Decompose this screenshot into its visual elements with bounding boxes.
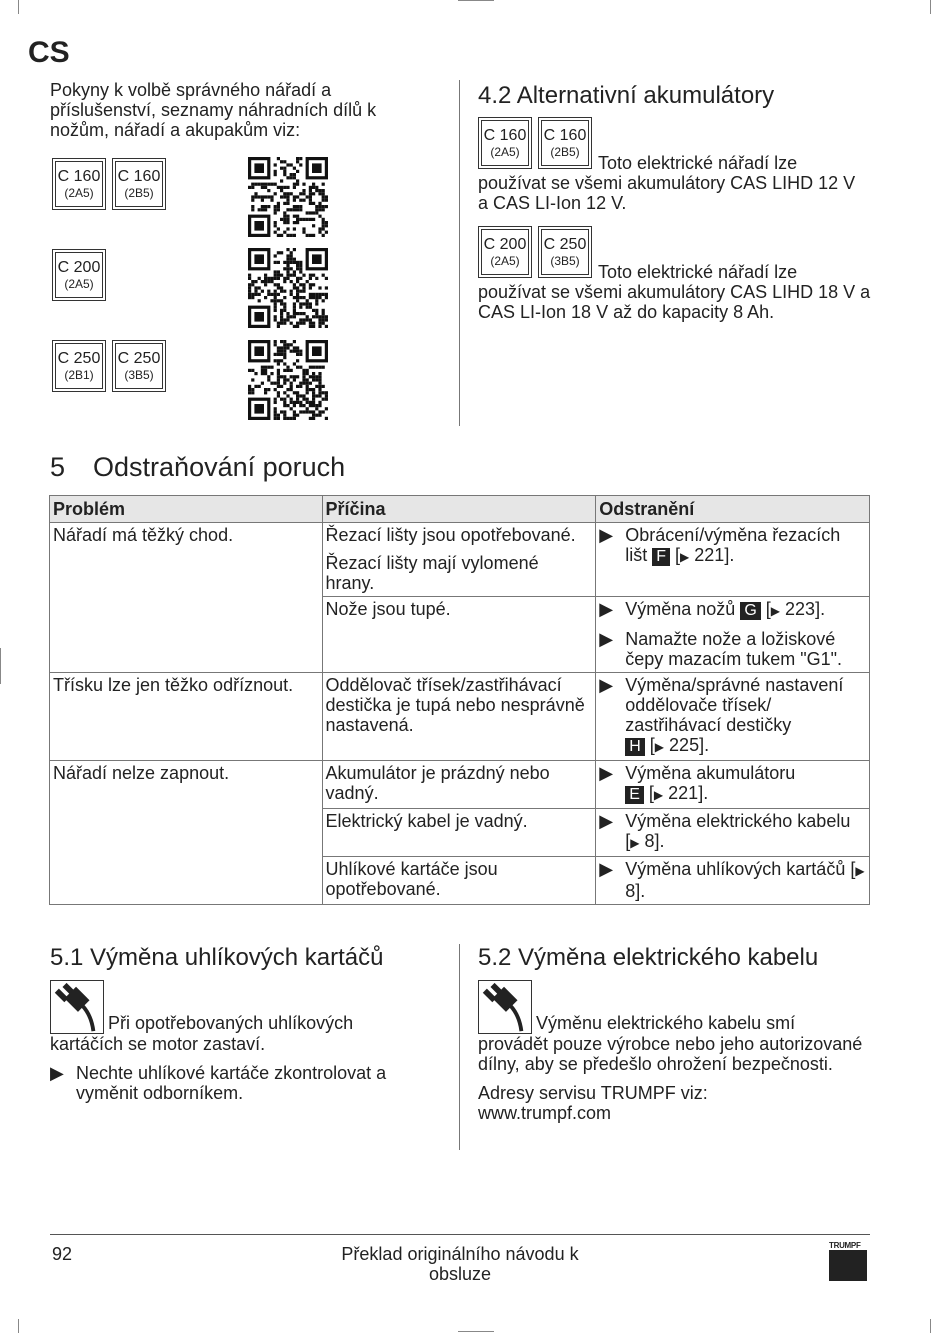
- section-heading-5-1: 5.1 Výměna uhlíkových kartáčů: [50, 944, 384, 971]
- step-arrow-icon: ▶: [599, 675, 614, 695]
- model-badge: C 160 (2A5): [478, 117, 532, 169]
- page-number: 92: [52, 1244, 73, 1264]
- table-header-row: [50, 496, 870, 523]
- column-divider: [459, 944, 460, 1150]
- footer-title: Překlad originálního návodu k obsluze: [341, 1244, 579, 1284]
- table-row: [50, 523, 870, 597]
- step-arrow-icon: ▶: [599, 599, 614, 619]
- page-ref-icon: ▶: [654, 740, 665, 754]
- figure-key: E: [625, 786, 644, 804]
- model-badge: C 160 (2A5): [52, 158, 106, 210]
- section-heading-5: 5 Odstraňování poruch: [50, 452, 346, 482]
- figure-key: H: [625, 738, 645, 756]
- column-header: Odstranění: [596, 496, 870, 523]
- remedy-cell: ▶ Obrácení/výměna řezacích lišt F [▶ 221].: [596, 523, 870, 597]
- model-badge: C 160 (2B5): [112, 158, 166, 210]
- alt-group-2: [478, 226, 873, 322]
- qr-code[interactable]: [248, 157, 328, 237]
- cause-cell: Nože jsou tupé.: [322, 597, 596, 673]
- problem-cell: Nářadí nelze zapnout.: [50, 761, 323, 905]
- model-badge: C 250 (3B5): [112, 340, 166, 392]
- intro-text: Pokyny k volbě správného nářadí a příslušenství, seznamy náhradních dílů k nožům, nářadí a akupakům viz:: [50, 80, 377, 140]
- crop-mark: [930, 1319, 931, 1333]
- step-arrow-icon: ▶: [599, 763, 614, 783]
- model-badge: C 250 (2B1): [52, 340, 106, 392]
- page-ref-icon: ▶: [680, 550, 690, 564]
- step-arrow-icon: ▶: [599, 525, 614, 545]
- step-arrow-icon: ▶: [599, 811, 614, 831]
- model-badge: C 200 (2A5): [52, 249, 106, 301]
- table-row: [50, 673, 870, 761]
- section-5-1-body: Při opotřebovaných uhlíkových kartáčích se motor zastaví. ▶ Nechte uhlíkové kartáče zkontrolovat a vyměnit odborníkem.: [50, 980, 440, 1103]
- step-arrow-icon: ▶: [599, 859, 614, 879]
- problem-cell: Nářadí má těžký chod.: [50, 523, 323, 673]
- remedy-cell: ▶ Výměna nožů G [▶ 223]. ▶ Namažte nože a ložiskové čepy mazacím tukem "G1".: [596, 597, 870, 673]
- plug-icon: [478, 980, 532, 1034]
- crop-mark: [458, 1331, 494, 1332]
- cause-cell: Řezací lišty jsou opotřebované. Řezací lišty mají vylomené hrany.: [322, 523, 596, 597]
- crop-mark: [18, 0, 19, 14]
- crop-mark: [930, 0, 931, 14]
- model-row-1: [52, 158, 172, 210]
- model-badge: C 160 (2B5): [538, 117, 592, 169]
- cause-cell: Elektrický kabel je vadný.: [322, 809, 596, 857]
- cause-cell: Uhlíkové kartáče jsou opotřebované.: [322, 857, 596, 905]
- alt-text: Toto elektrické nářadí lze: [598, 153, 798, 173]
- crop-mark: [458, 0, 494, 1]
- page-ref-icon: ▶: [653, 788, 664, 802]
- section-5-2-body: Výměnu elektrického kabelu smí provádět pouze výrobce nebo jeho autorizované dílny, aby se předešlo ohrožení bezpečnosti. Adresy servisu TRUMPF viz: www.trumpf.com: [478, 980, 870, 1123]
- page-ref-icon: ▶: [855, 864, 865, 878]
- troubleshooting-table: [49, 495, 870, 905]
- alt-group-1: [478, 117, 868, 213]
- plug-icon: [50, 980, 104, 1034]
- crop-mark: [18, 1319, 19, 1333]
- model-badge: C 200 (2A5): [478, 226, 532, 278]
- alt-text: používat se všemi akumulátory CAS LIHD 12 V a CAS LI-Ion 12 V.: [478, 173, 856, 213]
- page-ref-icon: ▶: [770, 604, 781, 618]
- remedy-cell: ▶ Výměna/správné nastavení oddělovače třísek/ zastřihávací destičky H [▶ 225].: [596, 673, 870, 761]
- figure-key: G: [740, 602, 760, 620]
- remedy-cell: ▶ Výměna uhlíkových kartáčů [▶ 8].: [596, 857, 870, 905]
- cause-cell: Akumulátor je prázdný nebo vadný.: [322, 761, 596, 809]
- qr-code[interactable]: [248, 248, 328, 328]
- crop-mark: [0, 648, 1, 684]
- model-badge: C 250 (3B5): [538, 226, 592, 278]
- page-ref-icon: ▶: [630, 836, 640, 850]
- alt-text: Toto elektrické nářadí lze: [598, 262, 798, 282]
- column-header: Problém: [50, 496, 323, 523]
- column-divider: [459, 80, 460, 426]
- qr-code[interactable]: [248, 340, 328, 420]
- trumpf-logo: TRUMPF: [829, 1241, 867, 1281]
- remedy-cell: ▶ Výměna akumulátoru E [▶ 221].: [596, 761, 870, 809]
- model-row-2: [52, 249, 112, 301]
- step-arrow-icon: ▶: [50, 1063, 64, 1083]
- table-row: [50, 761, 870, 809]
- figure-key: F: [652, 548, 670, 566]
- problem-cell: Třísku lze jen těžko odříznout.: [50, 673, 323, 761]
- step-arrow-icon: ▶: [599, 629, 614, 649]
- language-code: CS: [28, 36, 70, 69]
- cause-cell: Oddělovač třísek/zastřihávací destička je tupá nebo nesprávně nastavená.: [322, 673, 596, 761]
- model-row-3: [52, 340, 172, 392]
- footer-divider: [50, 1234, 870, 1235]
- alt-text: používat se všemi akumulátory CAS LIHD 18 V a CAS LI-Ion 18 V až do kapacity 8 Ah.: [478, 282, 871, 322]
- section-heading-4-2: 4.2 Alternativní akumulátory: [478, 82, 775, 109]
- remedy-cell: ▶ Výměna elektrického kabelu [▶ 8].: [596, 809, 870, 857]
- section-heading-5-2: 5.2 Výměna elektrického kabelu: [478, 944, 819, 971]
- column-header: Příčina: [322, 496, 596, 523]
